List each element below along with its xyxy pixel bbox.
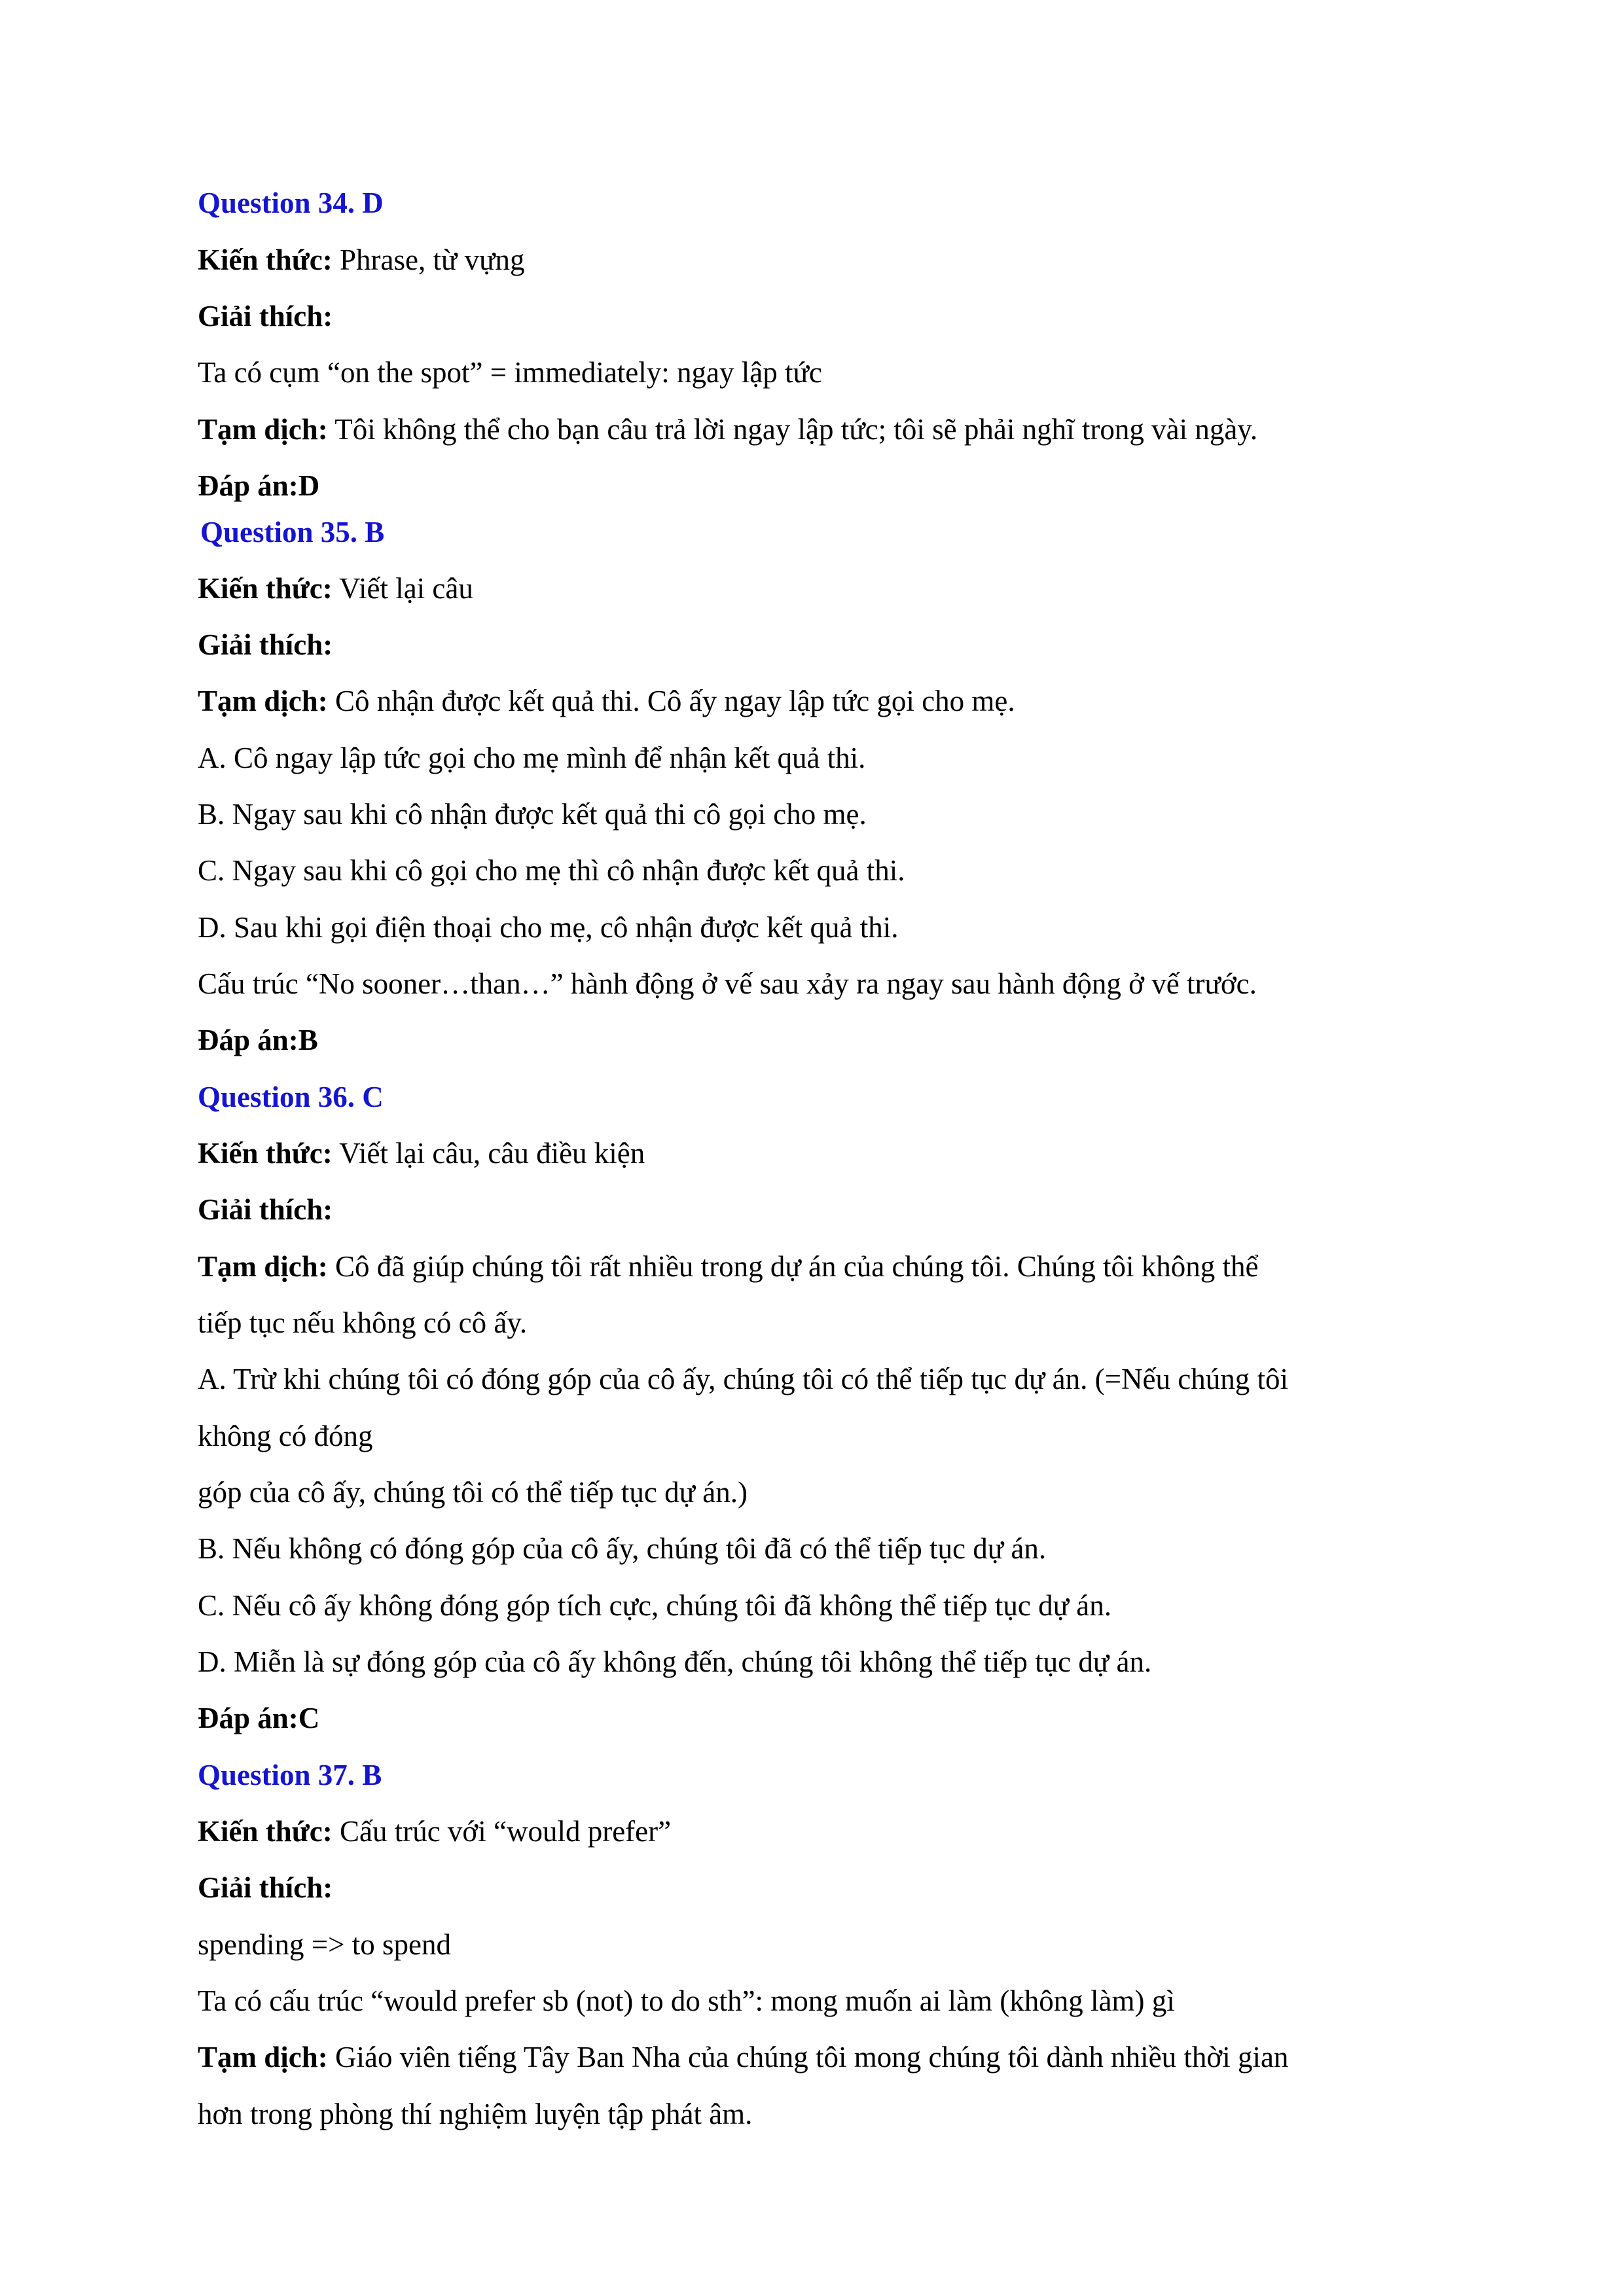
knowledge-label: Kiến thức: (198, 1815, 333, 1848)
question-36-translation (198, 1248, 1258, 1285)
knowledge-value: Viết lại câu (332, 572, 473, 605)
question-36-option-a-continued-2: góp của cô ấy, chúng tôi có thể tiếp tục dự án.) (198, 1476, 748, 1509)
question-34-heading: Question 34. D (198, 187, 384, 219)
question-35-structure: Cấu trúc “No sooner…than…” hành động ở vế sau xảy ra ngay sau hành động ở vế trước. (198, 967, 1257, 1000)
question-35-option-b: B. Ngay sau khi cô nhận được kết quả thi cô gọi cho mẹ. (198, 798, 867, 831)
knowledge-value: Phrase, từ vựng (332, 243, 525, 276)
question-35-explain-label: Giải thích: (198, 628, 333, 661)
question-34-explain-text: Ta có cụm “on the spot” = immediately: ngay lập tức (198, 356, 822, 389)
question-35-knowledge (198, 570, 473, 607)
question-35-heading: Question 35. B (200, 516, 385, 548)
question-37-explain-text: spending => to spend (198, 1928, 451, 1961)
knowledge-label: Kiến thức: (198, 243, 333, 276)
question-37-knowledge (198, 1813, 671, 1850)
knowledge-label: Kiến thức: (198, 572, 333, 605)
question-35-option-c: C. Ngay sau khi cô gọi cho mẹ thì cô nhận được kết quả thi. (198, 854, 905, 887)
translation-label: Tạm dịch: (198, 413, 328, 446)
question-36-option-b: B. Nếu không có đóng góp của cô ấy, chúng tôi đã có thể tiếp tục dự án. (198, 1532, 1047, 1565)
translation-label: Tạm dịch: (198, 2041, 328, 2073)
question-36-knowledge (198, 1135, 645, 1172)
question-37-structure: Ta có cấu trúc “would prefer sb (not) to do sth”: mong muốn ai làm (không làm) gì (198, 1984, 1175, 2017)
question-35-option-a: A. Cô ngay lập tức gọi cho mẹ mình để nhận kết quả thi. (198, 742, 866, 774)
question-36-translation-continued: tiếp tục nếu không có cô ấy. (198, 1306, 528, 1339)
translation-value: Cô đã giúp chúng tôi rất nhiều trong dự án của chúng tôi. Chúng tôi không thể (327, 1250, 1259, 1283)
translation-value: Giáo viên tiếng Tây Ban Nha của chúng tôi mong chúng tôi dành nhiều thời gian (327, 2041, 1289, 2073)
translation-label: Tạm dịch: (198, 685, 328, 717)
question-37-heading: Question 37. B (198, 1759, 382, 1791)
question-37-explain-label: Giải thích: (198, 1871, 333, 1904)
translation-value: Cô nhận được kết quả thi. Cô ấy ngay lập tức gọi cho mẹ. (327, 685, 1015, 717)
question-35-translation (198, 683, 1015, 719)
translation-label: Tạm dịch: (198, 1250, 328, 1283)
translation-value: Tôi không thể cho bạn câu trả lời ngay lập tức; tôi sẽ phải nghĩ trong vài ngày. (327, 413, 1258, 446)
question-34-explain-label: Giải thích: (198, 300, 333, 332)
question-36-option-a: A. Trừ khi chúng tôi có đóng góp của cô ấy, chúng tôi có thể tiếp tục dự án. (=Nếu chúng tôi (198, 1363, 1288, 1395)
question-36-option-d: D. Miễn là sự đóng góp của cô ấy không đến, chúng tôi không thể tiếp tục dự án. (198, 1645, 1152, 1678)
question-35-answer: Đáp án:B (198, 1024, 318, 1056)
question-36-option-c: C. Nếu cô ấy không đóng góp tích cực, chúng tôi đã không thể tiếp tục dự án. (198, 1589, 1111, 1622)
question-36-heading: Question 36. C (198, 1081, 384, 1113)
question-37-translation (198, 2039, 1288, 2075)
question-34-knowledge (198, 242, 525, 278)
question-36-answer: Đáp án:C (198, 1702, 320, 1734)
knowledge-value: Cấu trúc với “would prefer” (332, 1815, 672, 1848)
question-37-translation-continued: hơn trong phòng thí nghiệm luyện tập phát âm. (198, 2098, 753, 2130)
question-34-answer: Đáp án:D (198, 469, 320, 502)
question-36-explain-label: Giải thích: (198, 1193, 333, 1226)
knowledge-value: Viết lại câu, câu điều kiện (332, 1137, 645, 1170)
question-35-option-d: D. Sau khi gọi điện thoại cho mẹ, cô nhận được kết quả thi. (198, 911, 899, 944)
question-34-translation (198, 411, 1257, 448)
knowledge-label: Kiến thức: (198, 1137, 333, 1170)
question-36-option-a-continued: không có đóng (198, 1420, 373, 1452)
